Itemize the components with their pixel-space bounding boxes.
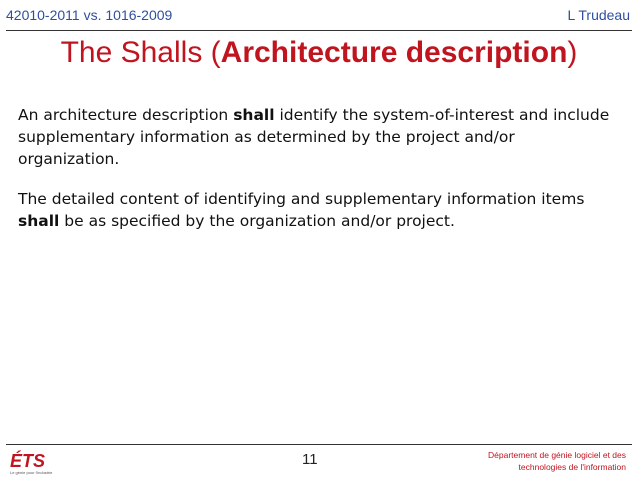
slide-title bbox=[0, 36, 638, 70]
department-line-2: technologies de l'information bbox=[518, 462, 626, 472]
paragraph-1 bbox=[18, 104, 616, 170]
title-bold: Architecture description bbox=[220, 36, 568, 69]
header-divider bbox=[6, 30, 632, 31]
footer-divider bbox=[6, 444, 632, 445]
title-suffix: ) bbox=[567, 36, 578, 69]
paragraph-1-before: An architecture description bbox=[18, 106, 234, 124]
paragraph-2 bbox=[18, 188, 616, 232]
paragraph-1-after: identify the system-of-interest and include supplementary information as determined by the project and/or organization. bbox=[18, 106, 610, 168]
header-author: L Trudeau bbox=[567, 7, 630, 23]
title-prefix: The Shalls ( bbox=[60, 36, 221, 69]
ets-logo-text: ÉTS bbox=[10, 451, 46, 471]
department-line-1: Département de génie logiciel et des bbox=[488, 450, 626, 460]
department-name bbox=[456, 449, 626, 473]
ets-logo-tagline: Le génie pour l'industrie bbox=[10, 470, 53, 475]
paragraph-2-after: be as specified by the organization and/or project. bbox=[59, 212, 455, 230]
page-number: 11 bbox=[302, 451, 318, 468]
paragraph-2-before: The detailed content of identifying and supplementary information items bbox=[18, 190, 585, 208]
paragraph-2-bold: shall bbox=[18, 212, 60, 230]
slide-body bbox=[18, 104, 616, 250]
paragraph-1-bold: shall bbox=[233, 106, 275, 124]
ets-logo bbox=[8, 450, 60, 476]
header-left-text: 42010-2011 vs. 1016-2009 bbox=[6, 7, 173, 23]
